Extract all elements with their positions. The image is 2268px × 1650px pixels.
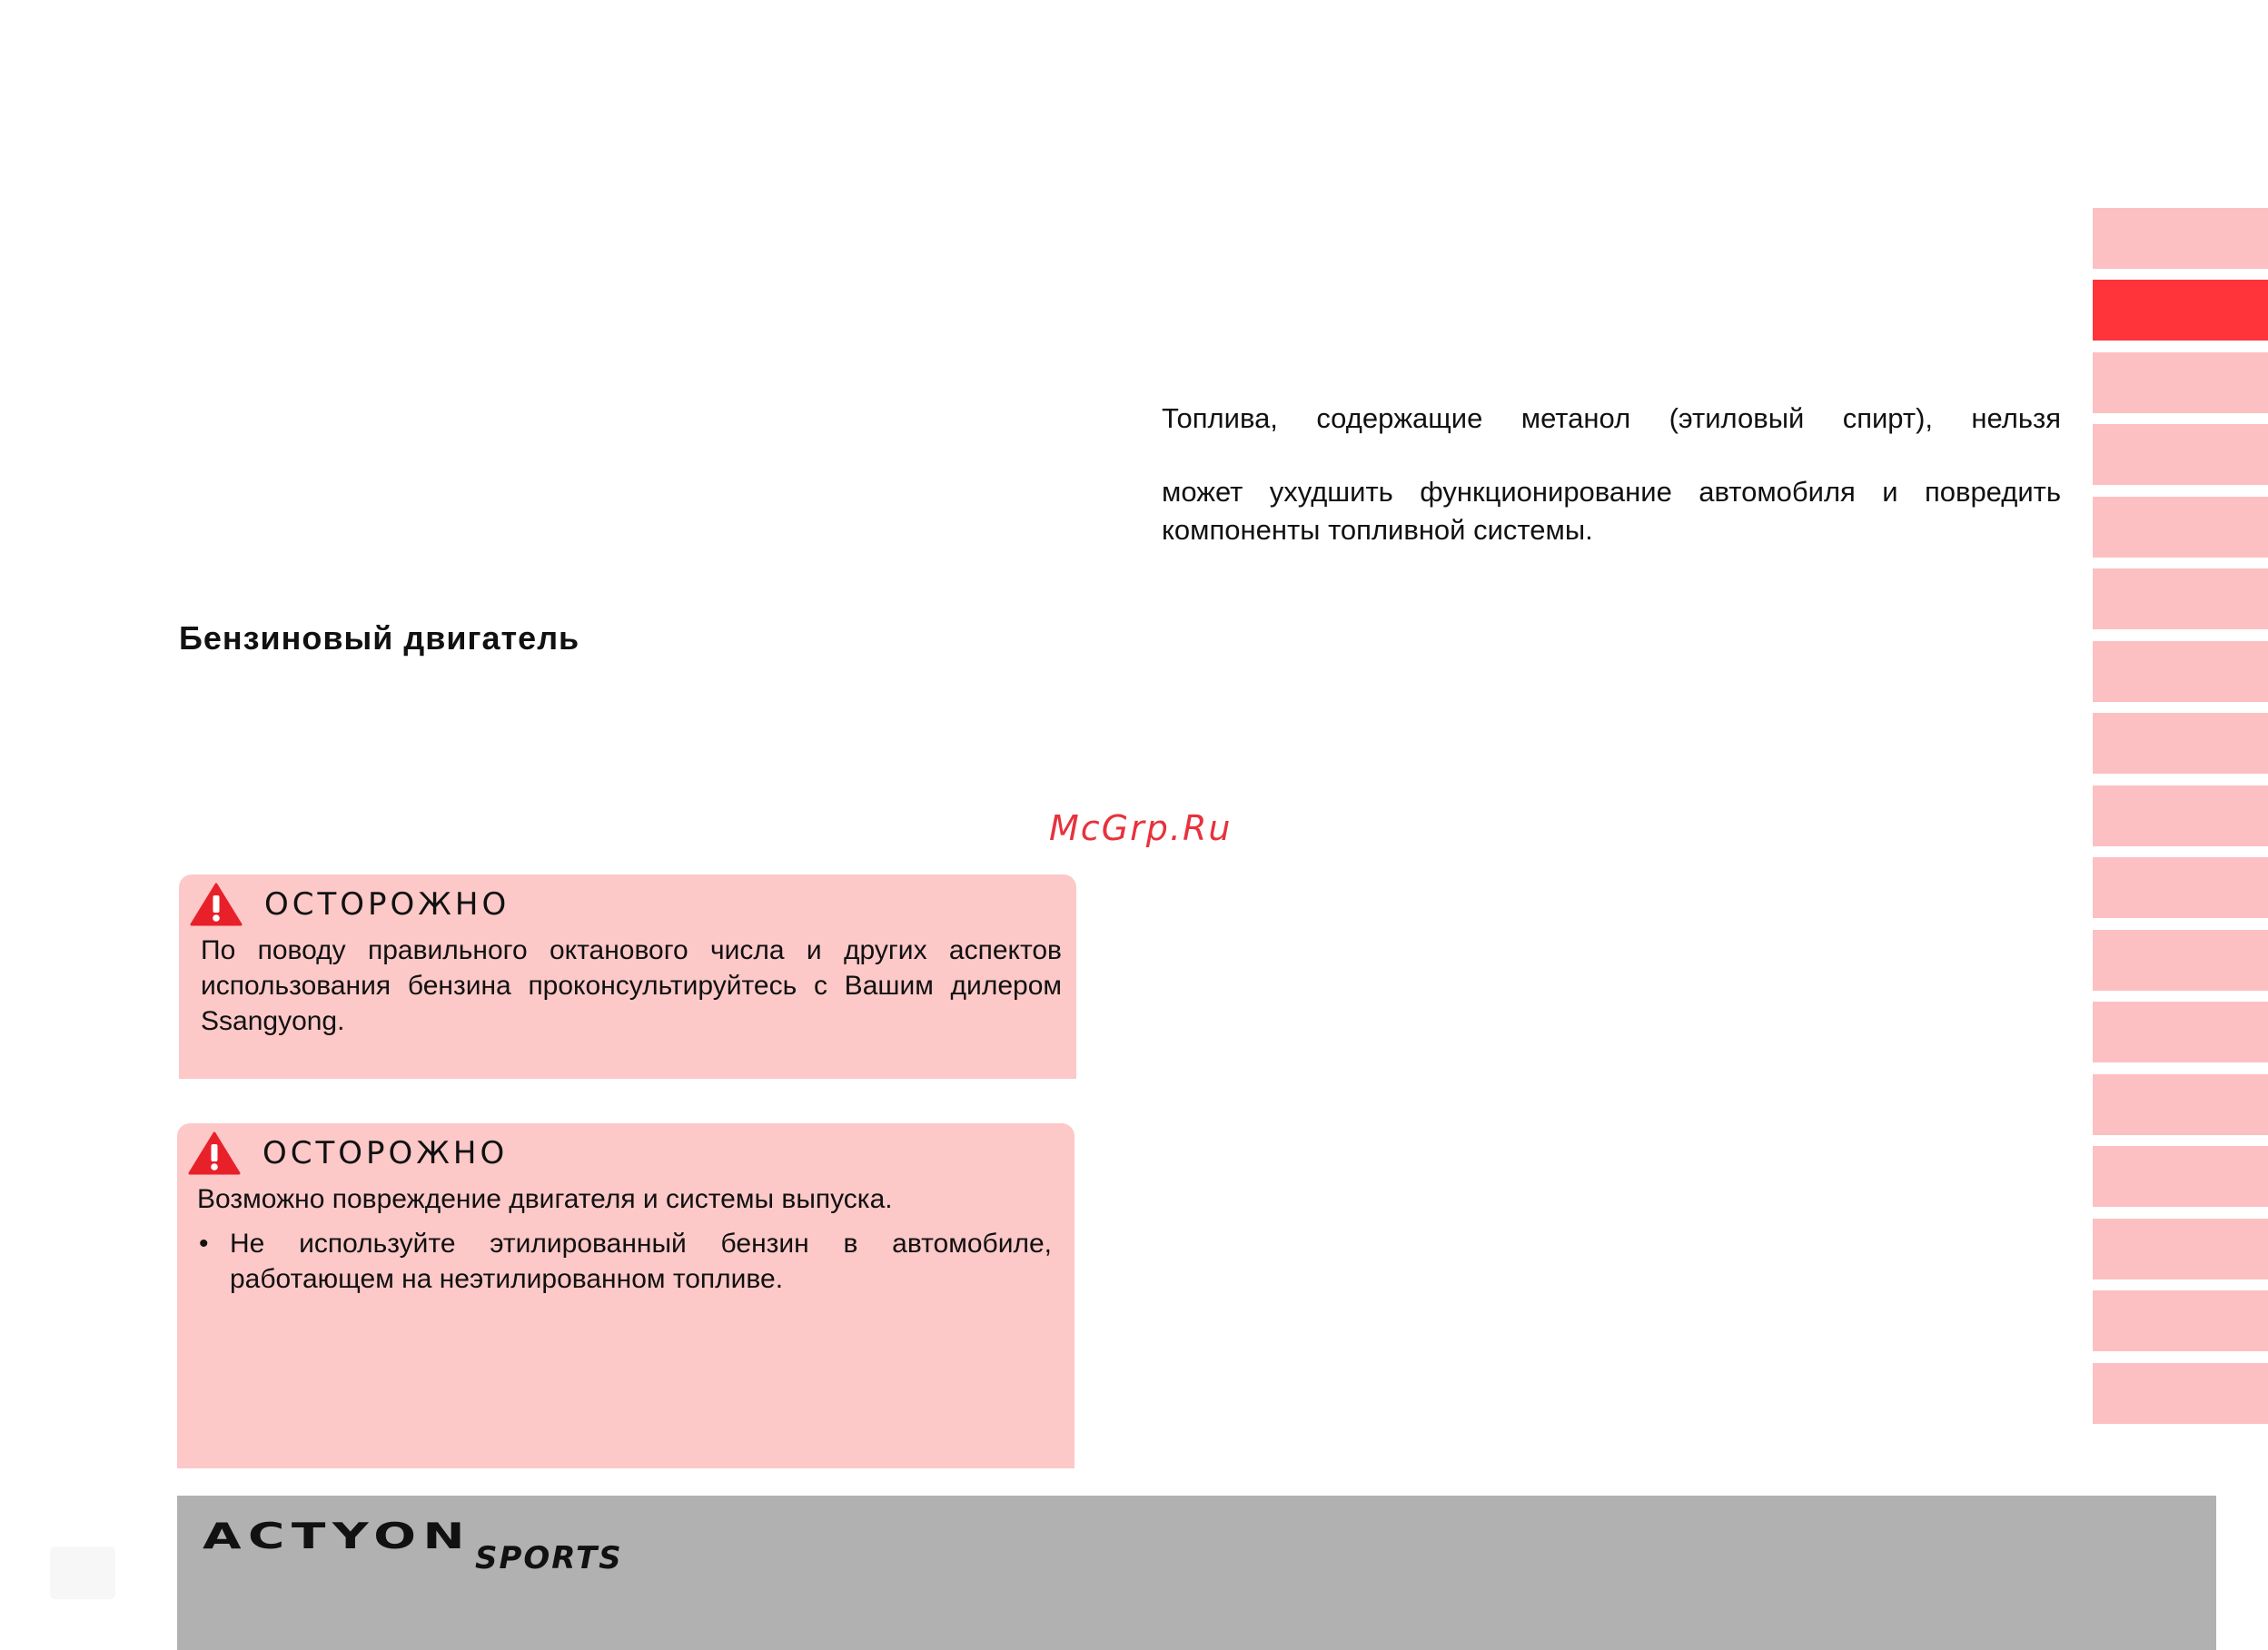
warning-triangle-icon [188,1131,241,1175]
warning-box-1 [179,874,1076,1079]
paragraph-line-3: компоненты топливной системы. [1162,514,1593,546]
chapter-tab[interactable] [2093,352,2268,413]
chapter-tab[interactable] [2093,641,2268,702]
chapter-tab[interactable] [2093,713,2268,774]
warning-title: ОСТОРОЖНО [264,886,510,923]
page-number-box [50,1546,115,1599]
chapter-tab[interactable] [2093,1146,2268,1207]
chapter-tab[interactable] [2093,497,2268,558]
chapter-tab[interactable] [2093,785,2268,846]
bullet-text-line-1: Не используйте этилированный бензин в автомобиле, [230,1229,1052,1259]
warning-text-line-2: использования бензина проконсультируйтесь с Вашим дилером [201,971,1062,1001]
warning-box-2 [177,1123,1075,1468]
chapter-tab[interactable] [2093,1002,2268,1062]
chapter-tab[interactable] [2093,857,2268,918]
actyon-sports-logo [203,1517,711,1572]
bullet-marker: • [199,1229,209,1259]
paragraph-line-2: может ухудшить функционирование автомобиля и повредить [1162,476,2061,508]
chapter-tab[interactable] [2093,1074,2268,1135]
logo-sub-text: SPORTS [475,1540,623,1572]
chapter-tab[interactable] [2093,208,2268,269]
footer-bar [177,1496,2216,1650]
chapter-tab[interactable] [2093,424,2268,485]
warning-header [188,1131,508,1176]
chapter-tab[interactable] [2093,930,2268,991]
watermark-link[interactable]: McGrp.Ru [1049,808,1233,848]
chapter-tab[interactable] [2093,1290,2268,1351]
warning-text-line-1: По поводу правильного октанового числа и других аспектов [201,935,1062,965]
chapter-tab[interactable] [2093,1363,2268,1424]
logo-main-text: ACTYON [203,1517,472,1558]
chapter-tab[interactable] [2093,568,2268,629]
warning-title: ОСТОРОЖНО [262,1135,509,1171]
warning-header [190,882,510,927]
paragraph-line-1: Топлива, содержащие метанол (этиловый спирт), нельзя [1162,402,2061,434]
chapter-tab-active[interactable] [2093,280,2268,341]
warning-intro: Возможно повреждение двигателя и системы выпуска. [197,1184,893,1214]
chapter-tab[interactable] [2093,1219,2268,1279]
bullet-text-line-2: работающем на неэтилированном топливе. [230,1264,784,1294]
section-heading: Бензиновый двигатель [179,619,580,657]
warning-text-line-3: Ssangyong. [201,1006,345,1036]
warning-triangle-icon [190,883,243,926]
